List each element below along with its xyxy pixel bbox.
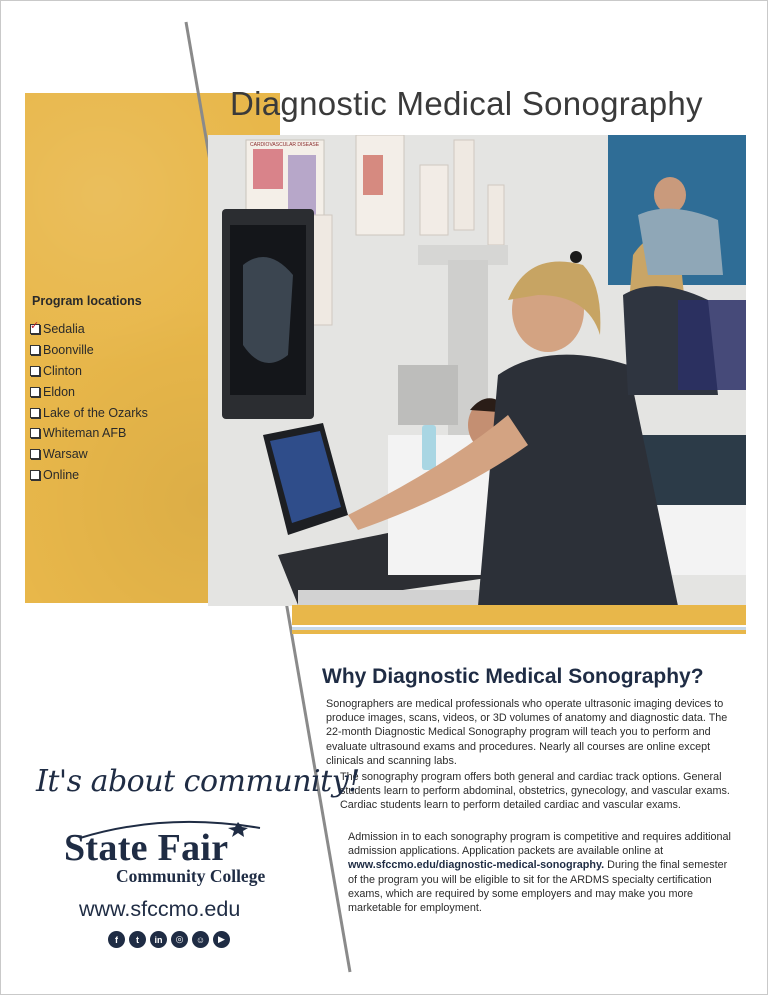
location-item-sedalia: ✓ Sedalia (30, 319, 148, 340)
checkbox-icon (30, 408, 40, 418)
location-item-online: Online (30, 465, 148, 486)
location-item-boonville: Boonville (30, 340, 148, 361)
location-item-clinton: Clinton (30, 361, 148, 382)
locations-heading: Program locations (32, 294, 142, 308)
twitter-icon[interactable]: t (129, 931, 146, 948)
sonography-lab-photo (208, 135, 746, 606)
accent-line-bottom (292, 630, 746, 634)
checkbox-icon (30, 345, 40, 355)
poster-label: CARDIOVASCULAR DISEASE (250, 142, 320, 148)
location-item-whiteman-afb: Whiteman AFB (30, 423, 148, 444)
social-icons (108, 931, 230, 948)
college-subtitle: Community College (116, 866, 266, 886)
checkbox-icon (30, 449, 40, 459)
location-item-lake-of-the-ozarks: Lake of the Ozarks (30, 402, 148, 423)
page-title: Diagnostic Medical Sonography (230, 85, 703, 122)
facebook-icon[interactable]: f (108, 931, 125, 948)
checkbox-icon (30, 387, 40, 397)
snapchat-icon[interactable]: ☺ (192, 931, 209, 948)
linkedin-icon[interactable]: in (150, 931, 167, 948)
program-link[interactable]: www.sfccmo.edu/diagnostic-medical-sonography. (348, 859, 605, 872)
locations-list (30, 319, 148, 485)
tagline: It's about community! (36, 764, 360, 799)
paragraph-admission: Admission in to each sonography program is competitive and requires additional admission applications. Application packets are available online at www.sfccmo.edu/diagnostic-medical-sonography. During the final semester of the program you will be eligible to sit for the ARDMS specialty certification exams, which are required by some employers and may make you more marketable for employment. (348, 831, 731, 915)
checked-box-icon (30, 324, 40, 334)
youtube-icon[interactable]: ▶ (213, 931, 230, 948)
paragraph-intro: Sonographers are medical professionals who operate ultrasonic imaging devices to produce images, scans, videos, or 3D volumes of anatomy and diagnostic data. The 22-month Diagnostic Medical Sonography program will teach you to perform and evaluate ultrasound exams and procedures. Nearly all courses are online except clinicals and scanning labs. (326, 698, 728, 767)
checkbox-icon (30, 428, 40, 438)
paragraph-tracks: The sonography program offers both general and cardiac track options. General students learn to perform abdominal, obstetrics, gynecology, and vascular exams. Cardiac students learn to perform detailed cardiac and vascular exams. (340, 771, 730, 812)
photo-illustration (208, 135, 746, 606)
checkbox-icon (30, 366, 40, 376)
instagram-icon[interactable]: ◎ (171, 931, 188, 948)
website-link[interactable]: www.sfccmo.edu (79, 897, 241, 921)
college-name-logo: State Fair (64, 827, 229, 869)
location-item-warsaw: Warsaw (30, 444, 148, 465)
section-heading: Why Diagnostic Medical Sonography? (322, 665, 704, 688)
checkbox-icon (30, 470, 40, 480)
accent-bar (292, 605, 746, 625)
location-item-eldon: Eldon (30, 381, 148, 402)
